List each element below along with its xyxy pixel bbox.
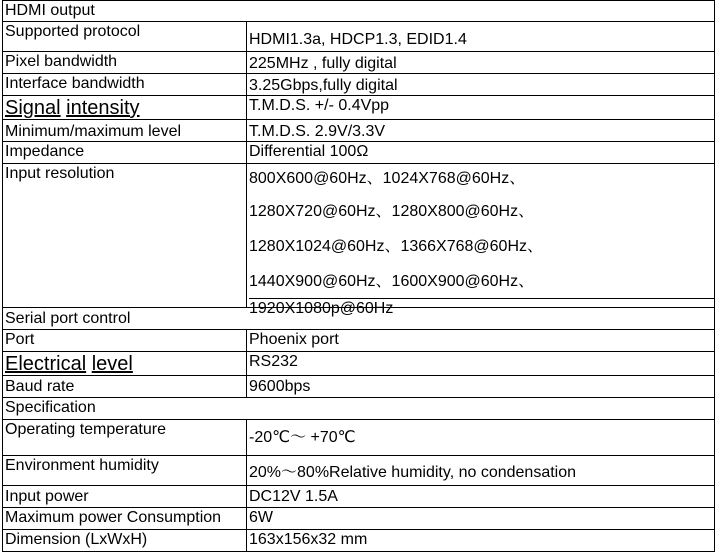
- spec-value: T.M.D.S. +/- 0.4Vpp: [249, 97, 390, 114]
- spec-row: [2, 508, 715, 530]
- section-label: Serial port control: [5, 310, 131, 327]
- section-row-hdmi-output: [2, 0, 715, 22]
- spec-label-large: [3, 96, 247, 119]
- spec-value-list: [247, 164, 714, 317]
- spec-value: RS232: [249, 353, 298, 370]
- spec-row: [2, 74, 715, 96]
- spec-row-input-resolution: [2, 164, 715, 317]
- spec-value: 6W: [249, 509, 273, 526]
- spec-label-word: intensity: [66, 97, 140, 119]
- spec-row: [2, 52, 715, 74]
- section-label: HDMI output: [5, 2, 95, 19]
- spec-label: Minimum/maximum level: [3, 120, 247, 141]
- spec-value: 20%～80%Relative humidity, no condensation: [249, 464, 577, 481]
- spec-value: HDMI1.3a, HDCP1.3, EDID1.4: [249, 31, 467, 48]
- spec-row: [2, 486, 715, 508]
- section-label: Specification: [5, 399, 96, 416]
- spec-label: Pixel bandwidth: [3, 52, 247, 73]
- spec-value: Differential 100Ω: [249, 143, 369, 160]
- spec-label: Port: [3, 330, 247, 351]
- spec-label-word: Electrical: [5, 353, 87, 375]
- spec-row: [2, 22, 715, 52]
- spec-row: [2, 456, 715, 486]
- resolution-line: 1280X720@60Hz、1280X800@60Hz、: [249, 203, 535, 220]
- spec-label-word: Signal: [5, 97, 61, 119]
- resolution-line: 1280X1024@60Hz、1366X768@60Hz、: [249, 238, 544, 255]
- spec-value: DC12V 1.5A: [249, 488, 338, 505]
- spec-row: [2, 330, 715, 352]
- section-row-specification: [2, 398, 715, 420]
- spec-table: [2, 0, 715, 552]
- spec-value: 225MHz , fully digital: [249, 55, 397, 72]
- spec-label: Maximum power Consumption: [3, 508, 247, 529]
- spec-label-word: level: [91, 353, 133, 375]
- spec-value: 163x156x32 mm: [249, 531, 368, 548]
- spec-value: 9600bps: [249, 378, 311, 395]
- spec-row: [2, 420, 715, 456]
- resolution-line: 1440X900@60Hz、1600X900@60Hz、: [249, 273, 535, 290]
- spec-row: [2, 142, 715, 164]
- resolution-line: 1920X1080p@60Hz: [249, 298, 714, 319]
- spec-label: Baud rate: [3, 376, 247, 397]
- spec-label: Interface bandwidth: [3, 74, 247, 95]
- resolution-line: 800X600@60Hz、1024X768@60Hz、: [249, 170, 526, 187]
- spec-value: Phoenix port: [249, 331, 339, 348]
- section-row-serial-port: [2, 308, 715, 330]
- spec-label: Dimension (LxWxH): [3, 530, 247, 551]
- spec-label: Impedance: [3, 142, 247, 163]
- spec-row: [2, 530, 715, 552]
- spec-row: [2, 120, 715, 142]
- spec-label: Operating temperature: [3, 420, 247, 455]
- spec-row: [2, 96, 715, 120]
- spec-value: T.M.D.S. 2.9V/3.3V: [249, 123, 386, 140]
- spec-label: Input power: [3, 486, 247, 507]
- spec-row: [2, 352, 715, 376]
- spec-label: Supported protocol: [3, 22, 247, 51]
- spec-value: -20℃～ +70℃: [249, 429, 356, 446]
- spec-value: 3.25Gbps,fully digital: [249, 77, 398, 94]
- spec-label-large: [3, 352, 247, 375]
- spec-row: [2, 376, 715, 398]
- spec-label: Input resolution: [3, 164, 247, 307]
- spec-label: Environment humidity: [3, 456, 247, 485]
